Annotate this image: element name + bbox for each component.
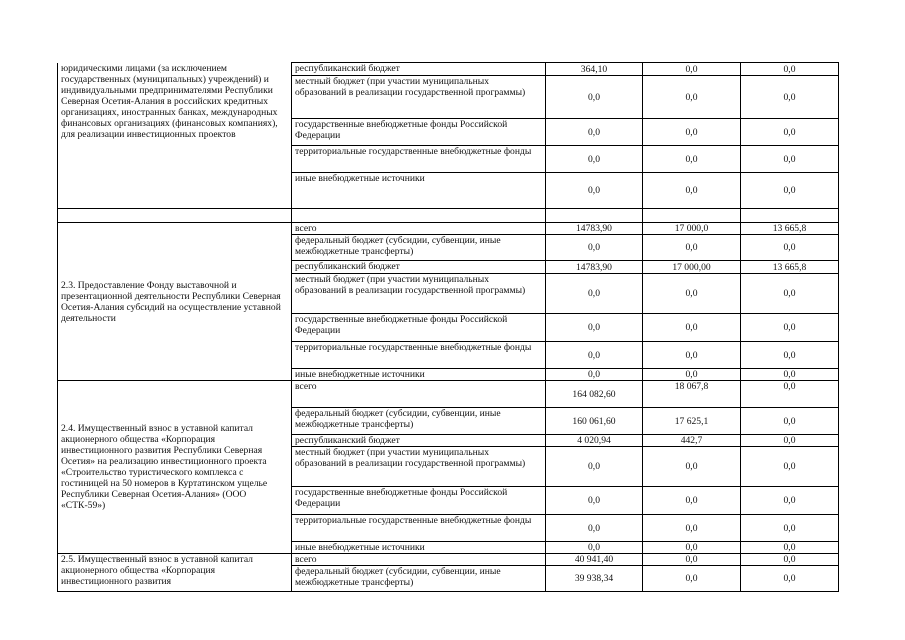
table-row [58,554,839,566]
value-cell: 39 938,34 [546,566,643,592]
spacer-cell [546,209,643,223]
spacer-cell [58,209,292,223]
value-cell: 0,0 [741,76,839,119]
funding-source: республиканский бюджет [292,435,546,447]
value-cell: 0,0 [546,173,643,209]
value-cell: 13 665,8 [741,261,839,274]
measure-description: юридическими лицами (за исключением государственных (муниципальных) учреждений) и индивидуальными предпринимателями Республики Северная Осетия-Алания в российских кредитных организациях, иностранных банках, международных финансовых организациях (финансовых компаниях), для реализации инвестиционных проектов [58,63,292,209]
value-cell: 0,0 [741,274,839,314]
value-cell: 0,0 [643,447,741,487]
value-cell: 0,0 [546,542,643,554]
value-cell: 0,0 [643,369,741,381]
value-cell: 0,0 [741,566,839,592]
measure-description: 2.3. Предоставление Фонду выставочной и презентационной деятельности Республики Северная Осетия-Алания субсидий на осуществление уставной деятельности [58,223,292,381]
value-cell: 0,0 [546,146,643,173]
funding-source: федеральный бюджет (субсидии, субвенции, иные межбюджетные трансферты) [292,235,546,261]
value-cell: 0,0 [546,119,643,146]
value-cell: 0,0 [741,63,839,76]
funding-source: иные внебюджетные источники [292,369,546,381]
measure-description: 2.4. Имущественный взнос в уставной капитал акционерного общества «Корпорация инвестиционного развития Республики Северная Осетия» на реализацию инвестиционного проекта «Строительство туристического комплекса с гостиницей на 50 номеров в Куртатинском ущелье Республики Северная Осетия-Алания» (ООО «СТК-59») [58,381,292,554]
value-cell: 13 665,8 [741,223,839,235]
value-cell: 0,0 [643,235,741,261]
value-cell: 0,0 [643,515,741,542]
funding-source: иные внебюджетные источники [292,542,546,554]
value-cell: 0,0 [546,515,643,542]
value-cell: 17 000,00 [643,261,741,274]
funding-source: иные внебюджетные источники [292,173,546,209]
funding-source: всего [292,223,546,235]
table-row [58,223,839,235]
funding-source: местный бюджет (при участии муниципальных образований в реализации государственной программы) [292,274,546,314]
value-cell: 17 625,1 [643,408,741,435]
value-cell: 0,0 [546,447,643,487]
value-cell: 0,0 [741,381,839,408]
table-row [58,209,839,223]
value-cell: 0,0 [643,146,741,173]
value-cell: 0,0 [643,314,741,342]
value-cell: 0,0 [546,342,643,369]
value-cell: 0,0 [741,487,839,515]
funding-source: республиканский бюджет [292,261,546,274]
value-cell: 0,0 [741,515,839,542]
funding-source: территориальные государственные внебюджетные фонды [292,515,546,542]
value-cell: 0,0 [643,76,741,119]
value-cell: 0,0 [741,235,839,261]
value-cell: 0,0 [741,119,839,146]
value-cell: 442,7 [643,435,741,447]
value-cell: 0,0 [546,274,643,314]
value-cell: 14783,90 [546,261,643,274]
value-cell: 18 067,8 [643,381,741,408]
spacer-cell [741,209,839,223]
value-cell: 0,0 [741,554,839,566]
value-cell: 0,0 [643,554,741,566]
measure-description: 2.5. Имущественный взнос в уставной капитал акционерного общества «Корпорация инвестиционного развития [58,554,292,592]
funding-source: государственные внебюджетные фонды Российской Федерации [292,314,546,342]
value-cell: 0,0 [546,76,643,119]
value-cell: 0,0 [546,314,643,342]
value-cell: 0,0 [741,342,839,369]
value-cell: 0,0 [741,408,839,435]
value-cell: 0,0 [643,274,741,314]
spacer-cell [292,209,546,223]
value-cell: 40 941,40 [546,554,643,566]
funding-source: государственные внебюджетные фонды Российской Федерации [292,119,546,146]
value-cell: 0,0 [643,342,741,369]
funding-source: местный бюджет (при участии муниципальных образований в реализации государственной программы) [292,447,546,487]
value-cell: 0,0 [741,447,839,487]
value-cell: 0,0 [546,369,643,381]
table-row [58,381,839,408]
value-cell: 0,0 [643,173,741,209]
value-cell: 0,0 [546,487,643,515]
value-cell: 0,0 [741,314,839,342]
funding-source: всего [292,381,546,408]
value-cell: 0,0 [643,63,741,76]
table-row [58,63,839,76]
value-cell: 164 082,60 [546,381,643,408]
funding-source: федеральный бюджет (субсидии, субвенции, иные межбюджетные трансферты) [292,408,546,435]
value-cell: 4 020,94 [546,435,643,447]
value-cell: 17 000,0 [643,223,741,235]
value-cell: 0,0 [643,542,741,554]
funding-source: территориальные государственные внебюджетные фонды [292,342,546,369]
value-cell: 0,0 [741,542,839,554]
value-cell: 364,10 [546,63,643,76]
value-cell: 0,0 [643,119,741,146]
value-cell: 0,0 [546,235,643,261]
value-cell: 0,0 [741,173,839,209]
funding-source: территориальные государственные внебюджетные фонды [292,146,546,173]
spacer-cell [643,209,741,223]
value-cell: 0,0 [741,146,839,173]
funding-source: местный бюджет (при участии муниципальных образований в реализации государственной программы) [292,76,546,119]
value-cell: 0,0 [643,566,741,592]
funding-source: всего [292,554,546,566]
funding-source: республиканский бюджет [292,63,546,76]
budget-table [57,62,839,592]
funding-source: государственные внебюджетные фонды Российской Федерации [292,487,546,515]
value-cell: 160 061,60 [546,408,643,435]
value-cell: 0,0 [741,435,839,447]
value-cell: 14783,90 [546,223,643,235]
value-cell: 0,0 [643,487,741,515]
funding-source: федеральный бюджет (субсидии, субвенции, иные межбюджетные трансферты) [292,566,546,592]
value-cell: 0,0 [741,369,839,381]
